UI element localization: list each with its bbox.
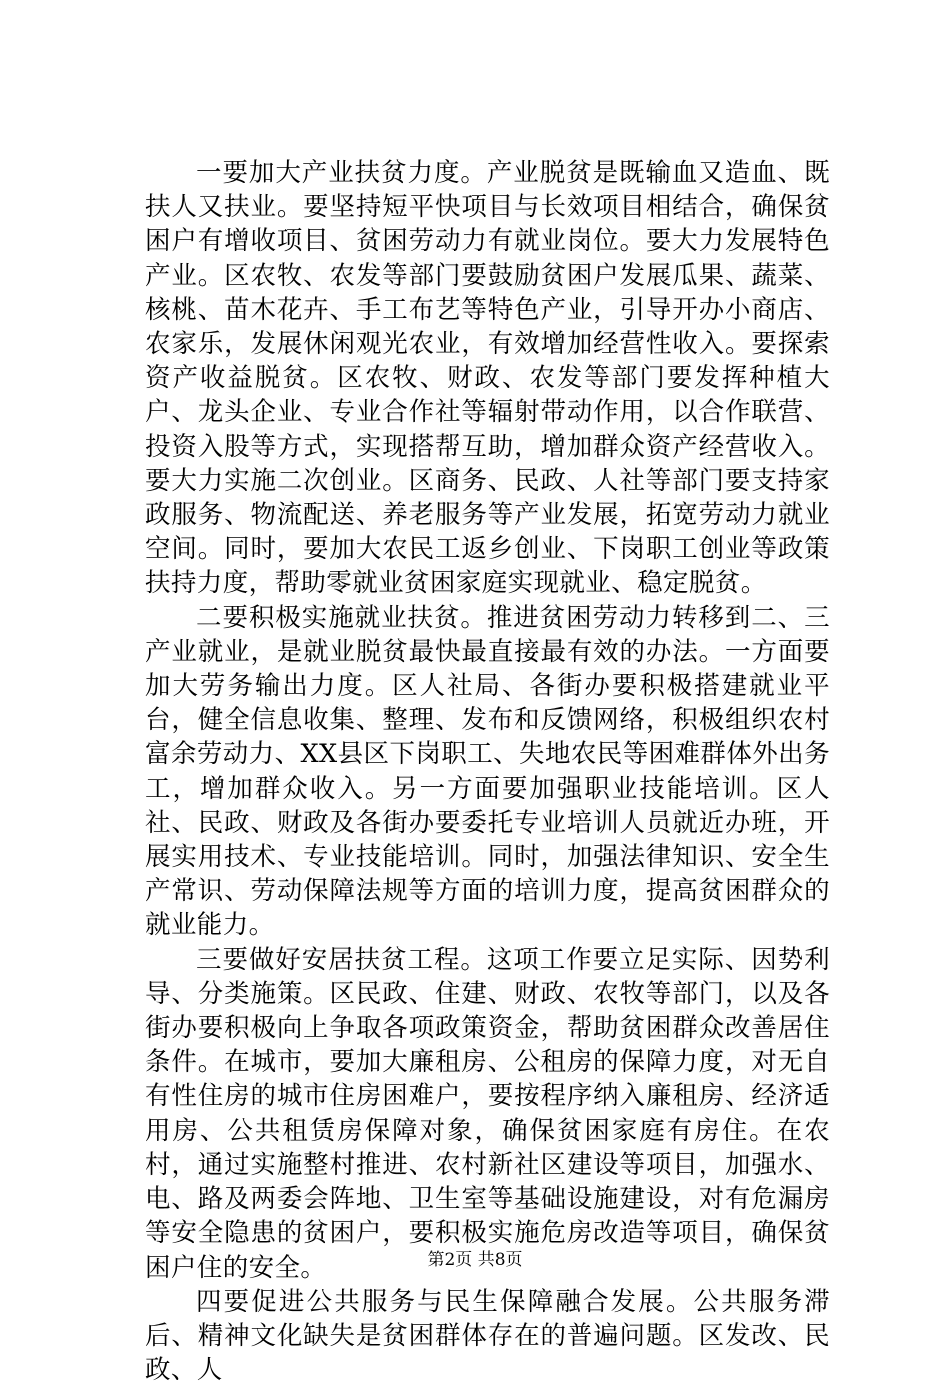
paragraph-2: 二要积极实施就业扶贫。推进贫困劳动力转移到二、三产业就业，是就业脱贫最快最直接最有效的办法。一方面要加大劳务输出力度。区人社局、各街办要积极搭建就业平台，健全信息收集、整理、发布和反馈网络，积极组织农村富余劳动力、XX县区下岗职工、失地农民等困难群体外出务工，增加群众收入。另一方面要加强职业技能培训。区人社、民政、财政及各街办要委托专业培训人员就近办班，开展实用技术、专业技能培训。同时，加强法律知识、安全生产常识、劳动保障法规等方面的培训力度，提高贫困群众的就业能力。 bbox=[145, 602, 830, 941]
paragraph-1: 一要加大产业扶贫力度。产业脱贫是既输血又造血、既扶人又扶业。要坚持短平快项目与长效项目相结合，确保贫困户有增收项目、贫困劳动力有就业岗位。要大力发展特色产业。区农牧、农发等部门要鼓励贫困户发展瓜果、蔬菜、核桃、苗木花卉、手工布艺等特色产业，引导开办小商店、农家乐，发展休闲观光农业，有效增加经营性收入。要探索资产收益脱贫。区农牧、财政、农发等部门要发挥种植大户、龙头企业、专业合作社等辐射带动作用，以合作联营、投资入股等方式，实现搭帮互助，增加群众资产经营收入。要大力实施二次创业。区商务、民政、人社等部门要支持家政服务、物流配送、养老服务等产业发展，拓宽劳动力就业空间。同时，要加大农民工返乡创业、下岗职工创业等政策扶持力度，帮助零就业贫困家庭实现就业、稳定脱贫。 bbox=[145, 158, 830, 599]
page-footer: 第2页 共8页 bbox=[427, 1250, 523, 1270]
paragraph-3: 三要做好安居扶贫工程。这项工作要立足实际、因势利导、分类施策。区民政、住建、财政、农牧等部门，以及各街办要积极向上争取各项政策资金，帮助贫困群众改善居住条件。在城市，要加大廉租房、公租房的保障力度，对无自有性住房的城市住房困难户，要按程序纳入廉租房、经济适用房、公共租赁房保障对象，确保贫困家庭有房住。在农村，通过实施整村推进、农村新社区建设等项目，加强水、电、路及两委会阵地、卫生室等基础设施建设，对有危漏房等安全隐患的贫困户，要积极实施危房改造等项目，确保贫困户住的安全。 bbox=[145, 944, 830, 1283]
document-body bbox=[145, 156, 830, 1387]
paragraph-4: 四要促进公共服务与民生保障融合发展。公共服务滞后、精神文化缺失是贫困群体存在的普遍问题。区发改、民政、人 bbox=[145, 1286, 830, 1386]
